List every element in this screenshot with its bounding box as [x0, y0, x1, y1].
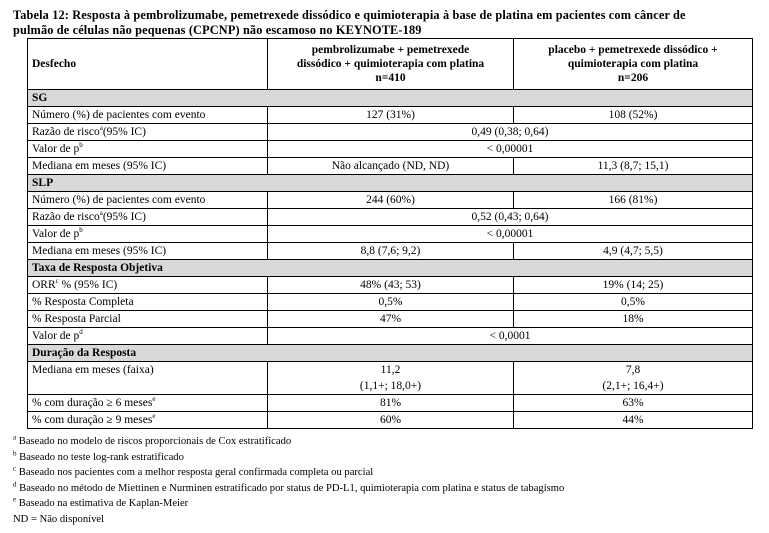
- cell-value: 244 (60%): [268, 192, 514, 209]
- footnote-ref: b: [79, 226, 83, 235]
- cell-value: 44%: [514, 412, 753, 429]
- section-title-sg: SG: [28, 90, 753, 107]
- cell-value: [268, 362, 514, 395]
- footnote-text: Baseado no teste log-rank estratificado: [16, 451, 184, 463]
- results-table: [27, 38, 753, 429]
- row-label: Mediana em meses (95% IC): [28, 158, 268, 175]
- row-label-text: Valor de p: [32, 143, 80, 155]
- footnote-ref: e: [152, 412, 156, 421]
- row-label-text: (95% IC): [102, 211, 146, 223]
- footnote-ref: e: [152, 395, 156, 404]
- cell-value: 4,9 (4,7; 5,5): [514, 243, 753, 260]
- section-row: [28, 345, 753, 362]
- footnote-ref: a: [99, 209, 103, 218]
- row-label-text: % com duração ≥ 9 meses: [32, 414, 153, 426]
- row-label: [28, 277, 268, 294]
- cell-value: [514, 362, 753, 395]
- table-row: [28, 362, 753, 395]
- caption-line-1: Tabela 12: Resposta à pembrolizumabe, pemetrexede dissódico e quimioterapia à base de platina em pacientes com câncer de: [13, 8, 686, 22]
- footnote-mark: d: [13, 479, 17, 488]
- cell-value: < 0,00001: [268, 226, 753, 243]
- row-label-text: % (95% IC): [58, 279, 118, 291]
- cell-value: 18%: [514, 311, 753, 328]
- header-desfecho: Desfecho: [28, 39, 268, 90]
- section-title-slp: SLP: [28, 175, 753, 192]
- table-row: [28, 209, 753, 226]
- footnote-text: Baseado no método de Miettinen e Nurminen estratificado por status de PD-L1, quimioterapia com platina e status de tabagismo: [16, 482, 565, 494]
- footnote-text: Baseado nos pacientes com a melhor resposta geral confirmada completa ou parcial: [16, 467, 374, 478]
- row-label: [28, 226, 268, 243]
- footnote-ref: d: [79, 328, 83, 337]
- cell-value: 81%: [268, 395, 514, 412]
- table-row: [28, 277, 753, 294]
- cell-value: 63%: [514, 395, 753, 412]
- row-label: [28, 395, 268, 412]
- footnote: [13, 496, 758, 512]
- header-col1-line3: n=410: [375, 72, 406, 84]
- footnote: [13, 465, 758, 481]
- table-row: [28, 395, 753, 412]
- header-row: [28, 39, 753, 90]
- row-label: [28, 328, 268, 345]
- footnote: [13, 481, 758, 497]
- footnote-mark: b: [13, 448, 17, 457]
- cell-line: 7,8: [625, 364, 641, 376]
- cell-line: 11,2: [380, 364, 401, 376]
- footnote-text: ND = Não disponível: [13, 513, 105, 525]
- cell-value: 127 (31%): [268, 107, 514, 124]
- table-row: [28, 141, 753, 158]
- cell-value: 47%: [268, 311, 514, 328]
- cell-value: 0,5%: [268, 294, 514, 311]
- row-label: Número (%) de pacientes com evento: [28, 192, 268, 209]
- cell-value: < 0,0001: [268, 328, 753, 345]
- row-label-text: Valor de p: [32, 228, 80, 240]
- row-label: % Resposta Parcial: [28, 311, 268, 328]
- cell-value: Não alcançado (ND, ND): [268, 158, 514, 175]
- footnote: [13, 434, 758, 450]
- row-label-text: (95% IC): [102, 126, 146, 138]
- header-col2-line1: placebo + pemetrexede dissódico +: [548, 44, 718, 56]
- table-row: [28, 328, 753, 345]
- table-row: [28, 311, 753, 328]
- row-label: [28, 412, 268, 429]
- cell-value: 0,52 (0,43; 0,64): [268, 209, 753, 226]
- table-row: [28, 412, 753, 429]
- cell-value: 108 (52%): [514, 107, 753, 124]
- cell-value: 19% (14; 25): [514, 277, 753, 294]
- cell-value: 166 (81%): [514, 192, 753, 209]
- section-row: [28, 260, 753, 277]
- footnote-mark: a: [13, 433, 17, 442]
- cell-value: 8,8 (7,6; 9,2): [268, 243, 514, 260]
- header-col2-line2: quimioterapia com platina: [567, 58, 699, 70]
- header-col2-line3: n=206: [617, 72, 649, 84]
- row-label: [28, 141, 268, 158]
- header-col1-line2: dissódico + quimioterapia com platina: [296, 58, 485, 70]
- footnote-text: Baseado no modelo de riscos proporcionais de Cox estratificado: [16, 436, 292, 447]
- row-label: [28, 124, 268, 141]
- row-label: Mediana em meses (95% IC): [28, 243, 268, 260]
- row-label-text: Razão de risco: [32, 126, 100, 138]
- section-row: [28, 175, 753, 192]
- table-row: [28, 243, 753, 260]
- section-title-dr: Duração da Resposta: [28, 345, 753, 362]
- header-placebo-arm: [514, 39, 753, 90]
- cell-value: 11,3 (8,7; 15,1): [514, 158, 753, 175]
- footnote: [13, 450, 758, 466]
- footnotes: [13, 434, 758, 527]
- table-row: [28, 294, 753, 311]
- row-label: % Resposta Completa: [28, 294, 268, 311]
- row-label: Mediana em meses (faixa): [28, 362, 268, 395]
- footnote: [13, 512, 758, 528]
- row-label-text: ORR: [32, 279, 56, 291]
- section-row: [28, 90, 753, 107]
- caption-line-2: pulmão de células não pequenas (CPCNP) não escamoso no KEYNOTE-189: [13, 23, 422, 37]
- row-label: Número (%) de pacientes com evento: [28, 107, 268, 124]
- cell-value: 0,5%: [514, 294, 753, 311]
- header-col1-line1: pembrolizumabe + pemetrexede: [311, 44, 470, 56]
- cell-value: 60%: [268, 412, 514, 429]
- cell-value: 48% (43; 53): [268, 277, 514, 294]
- cell-value: < 0,00001: [268, 141, 753, 158]
- row-label-text: Valor de p: [32, 330, 80, 342]
- footnote-ref: b: [79, 141, 83, 150]
- row-label: [28, 209, 268, 226]
- cell-value: 0,49 (0,38; 0,64): [268, 124, 753, 141]
- cell-line: (1,1+; 18,0+): [359, 380, 422, 392]
- row-label-text: % com duração ≥ 6 meses: [32, 397, 153, 409]
- footnote-mark: e: [13, 495, 17, 504]
- footnote-mark: c: [13, 464, 17, 473]
- table-row: [28, 124, 753, 141]
- footnote-ref: a: [99, 124, 103, 133]
- table-row: [28, 192, 753, 209]
- footnote-text: Baseado na estimativa de Kaplan-Meier: [16, 498, 189, 509]
- row-label-text: Razão de risco: [32, 211, 100, 223]
- table-row: [28, 107, 753, 124]
- section-title-tro: Taxa de Resposta Objetiva: [28, 260, 753, 277]
- table-caption: [13, 8, 758, 38]
- footnote-ref: c: [55, 277, 59, 286]
- cell-line: (2,1+; 16,4+): [602, 380, 664, 392]
- table-row: [28, 226, 753, 243]
- table-row: [28, 158, 753, 175]
- header-pembrolizumabe-arm: [268, 39, 514, 90]
